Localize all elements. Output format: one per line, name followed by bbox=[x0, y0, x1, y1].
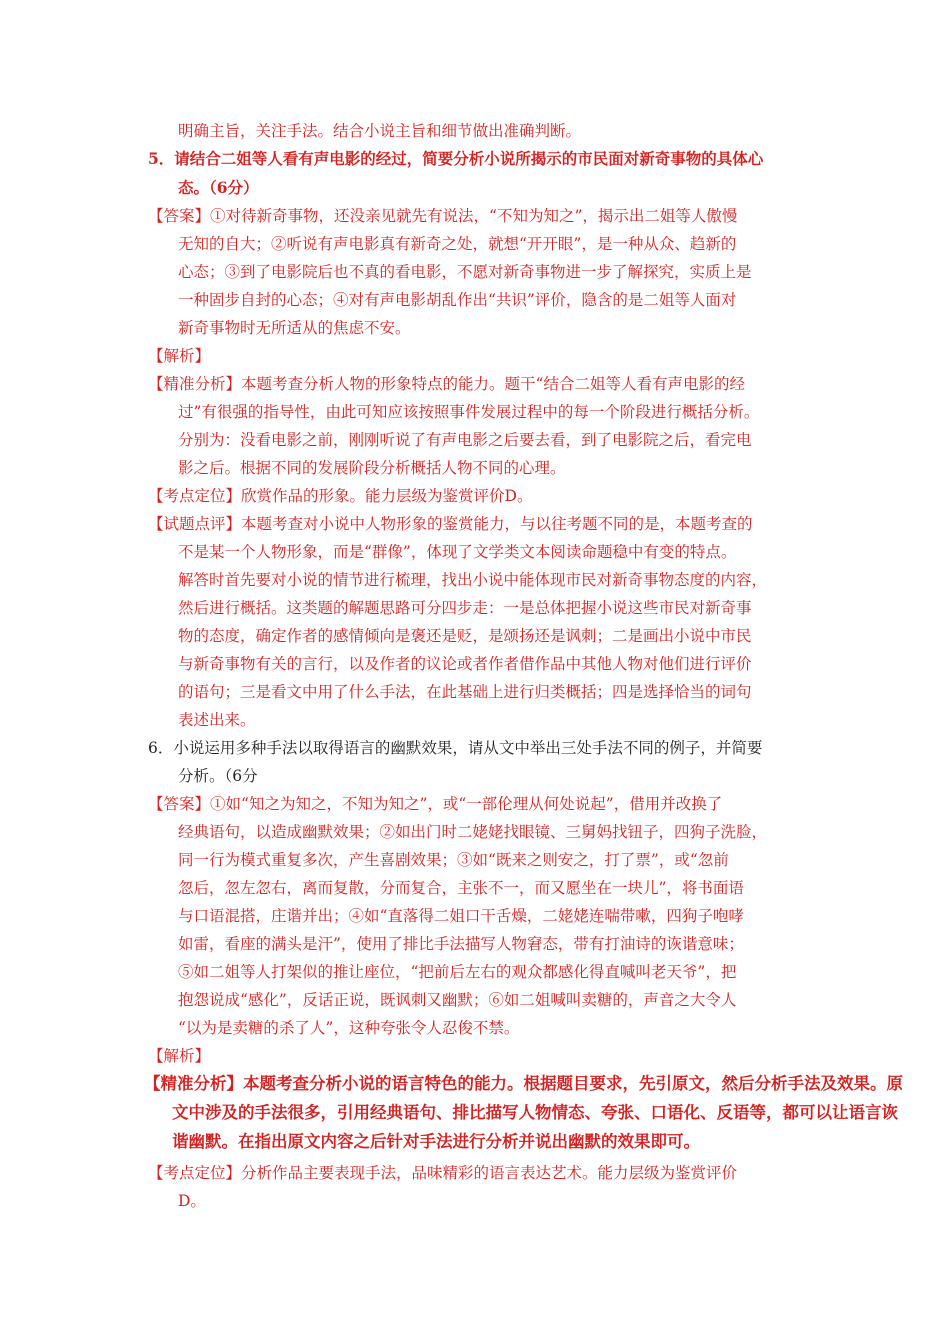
q5-stem-line-2: 态。（6分） bbox=[178, 178, 259, 197]
q5-dianping-line-1 bbox=[148, 513, 753, 535]
q6-answer-line-3: 同一行为模式重复多次，产生喜剧效果；③如“既来之则安之，打了票”，或“忽前 bbox=[178, 851, 729, 869]
q5-kaodian-line bbox=[148, 485, 532, 507]
q5-answer-line-3: 心态；③到了电影院后也不真的看电影，不愿对新奇事物进一步了解探究，实质上是 bbox=[178, 263, 752, 281]
q5-dianping-line-5: 物的态度，确定作者的感情倾向是褒还是贬，是颂扬还是讽刺；二是画出小说中市民 bbox=[178, 627, 752, 645]
q5-answer-line-1 bbox=[148, 205, 737, 227]
intro-line: 明确主旨，关注手法。结合小说主旨和细节做出准确判断。 bbox=[178, 122, 582, 140]
q6-answer-line-2: 经典语句，以造成幽默效果；②如出门时二姥姥找眼镜、三舅妈找钮子，四狗子洗脸， bbox=[178, 823, 768, 841]
q6-answer-line-4: 忽后，忽左忽右，离而复散，分而复合，主张不一，而又愿坐在一块儿”，将书面语 bbox=[178, 879, 744, 897]
q5-answer-text-1: ①对待新奇事物，还没亲见就先有说法，“不知为知之”，揭示出二姐等人傲慢 bbox=[210, 207, 738, 225]
q5-analysis-text-1: 本题考查分析人物的形象特点的能力。题干“结合二姐等人看有声电影的经 bbox=[241, 375, 745, 393]
q6-answer-tag: 【答案】 bbox=[148, 795, 211, 813]
q6-kaodian-text-1: 分析作品主要表现手法，品味精彩的语言表达艺术。能力层级为鉴赏评价 bbox=[241, 1164, 738, 1182]
q5-analysis-line-2: 过”有很强的指导性，由此可知应该按照事件发展过程中的每一个阶段进行概括分析。 bbox=[178, 403, 760, 421]
q5-analysis-line-3: 分别为：没看电影之前，刚刚听说了有声电影之后要去看，到了电影院之后，看完电 bbox=[178, 431, 752, 449]
q6-stem-line-2: 分析。（6分 bbox=[178, 767, 258, 785]
q6-kaodian-line-1 bbox=[148, 1162, 737, 1184]
q5-dianping-line-3: 解答时首先要对小说的情节进行梳理，找出小说中能体现市民对新奇事物态度的内容， bbox=[178, 571, 768, 589]
q6-analysis-line-2: 文中涉及的手法很多，引用经典语句、排比描写人物情态、夸张、口语化、反语等，都可以让语言诙 bbox=[172, 1103, 898, 1122]
q6-kaodian-tag: 【考点定位】 bbox=[148, 1164, 242, 1182]
q6-analysis-text-1: 本题考查分析小说的语言特色的能力。根据题目要求，先引原文，然后分析手法及效果。原 bbox=[243, 1074, 903, 1093]
q6-jiexi-heading: 【解析】 bbox=[148, 1047, 211, 1065]
q5-analysis-line-1 bbox=[148, 373, 745, 395]
q6-kaodian-line-2: D。 bbox=[178, 1192, 206, 1210]
q6-answer-text-1: ①如“知之为知之，不知为知之”，或“一部伦理从何处说起”，借用并改换了 bbox=[210, 795, 723, 813]
q5-stem-line-1: 5．请结合二姐等人看有声电影的经过，简要分析小说所揭示的市民面对新奇事物的具体心 bbox=[148, 149, 764, 168]
q6-analysis-tag: 【精准分析】 bbox=[144, 1074, 243, 1093]
q5-kaodian-tag: 【考点定位】 bbox=[148, 487, 242, 505]
q5-answer-line-4: 一种固步自封的心态；④对有声电影胡乱作出“共识”评价，隐含的是二姐等人面对 bbox=[178, 291, 737, 309]
q6-answer-line-9: “以为是卖糖的杀了人”，这种夸张令人忍俊不禁。 bbox=[178, 1019, 520, 1037]
q6-answer-line-8: 抱怨说成“感化”，反话正说，既讽刺又幽默；⑥如二姐喊叫卖糖的，声音之大令人 bbox=[178, 991, 737, 1009]
q6-analysis-line-1 bbox=[144, 1073, 903, 1095]
q5-dianping-text-1: 本题考查对小说中人物形象的鉴赏能力，与以往考题不同的是，本题考查的 bbox=[241, 515, 753, 533]
q6-answer-line-1 bbox=[148, 793, 722, 815]
q5-answer-line-2: 无知的自大；②听说有声电影真有新奇之处，就想“开开眼”，是一种从众、趋新的 bbox=[178, 235, 737, 253]
q5-jiexi-heading: 【解析】 bbox=[148, 347, 211, 365]
q6-answer-line-7: ⑤如二姐等人打架似的推让座位，“把前后左右的观众都感化得直喊叫老天爷”，把 bbox=[178, 963, 737, 981]
q5-dianping-line-7: 的语句；三是看文中用了什么手法，在此基础上进行归类概括；四是选择恰当的词句 bbox=[178, 683, 752, 701]
q5-analysis-line-4: 影之后。根据不同的发展阶段分析概括人物不同的心理。 bbox=[178, 459, 566, 477]
q6-analysis-line-3: 谐幽默。在指出原文内容之后针对手法进行分析并说出幽默的效果即可。 bbox=[172, 1132, 700, 1151]
q5-answer-tag: 【答案】 bbox=[148, 207, 211, 225]
q6-answer-line-5: 与口语混搭，庄谐并出；④如“直落得二姐口干舌燥，二姥姥连喘带嗽，四狗子咆哮 bbox=[178, 907, 744, 925]
q5-dianping-tag: 【试题点评】 bbox=[148, 515, 242, 533]
q5-dianping-line-2: 不是某一个人物形象，而是“群像”，体现了文学类文本阅读命题稳中有变的特点。 bbox=[178, 543, 737, 561]
q5-analysis-tag: 【精准分析】 bbox=[148, 375, 242, 393]
q5-answer-line-5: 新奇事物时无所适从的焦虑不安。 bbox=[178, 319, 411, 337]
q5-dianping-line-4: 然后进行概括。这类题的解题思路可分四步走：一是总体把握小说这些市民对新奇事 bbox=[178, 599, 752, 617]
q6-answer-line-6: 如雷，看座的满头是汗”，使用了排比手法描写人物窘态，带有打油诗的诙谐意味； bbox=[178, 935, 744, 953]
q5-kaodian-text: 欣赏作品的形象。能力层级为鉴赏评价D。 bbox=[241, 487, 533, 505]
q5-dianping-line-8: 表述出来。 bbox=[178, 711, 256, 729]
q6-stem-line-1: 6．小说运用多种手法以取得语言的幽默效果，请从文中举出三处手法不同的例子，并简要 bbox=[148, 739, 763, 757]
q5-dianping-line-6: 与新奇事物有关的言行，以及作者的议论或者作者借作品中其他人物对他们进行评价 bbox=[178, 655, 752, 673]
